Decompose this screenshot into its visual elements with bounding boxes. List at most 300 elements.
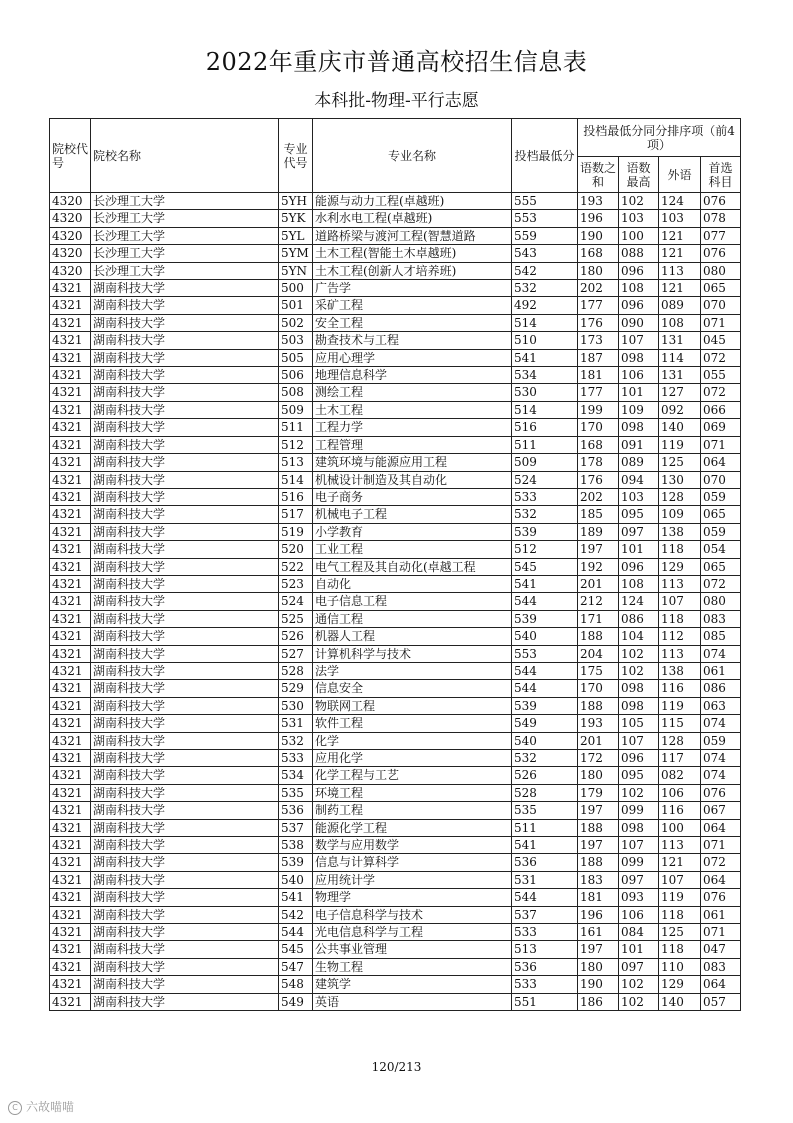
- table-row: [50, 819, 741, 836]
- table-row: [50, 889, 741, 906]
- cell-major-code: 5YN: [279, 262, 313, 279]
- cell-preferred-subject: 059: [701, 732, 741, 749]
- table-row: [50, 802, 741, 819]
- cell-major-name: 应用心理学: [313, 349, 512, 366]
- cell-min-score: 542: [512, 262, 578, 279]
- cell-school-code: 4321: [50, 454, 91, 471]
- cell-min-score: 537: [512, 906, 578, 923]
- cell-min-score: 513: [512, 941, 578, 958]
- cell-foreign-lang: 125: [659, 454, 701, 471]
- cell-school-name: 湖南科技大学: [91, 697, 279, 714]
- cell-chinese-math-max: 091: [619, 436, 659, 453]
- cell-chinese-math-sum: 170: [578, 680, 619, 697]
- table-row: [50, 314, 741, 331]
- cell-major-name: 信息与计算科学: [313, 854, 512, 871]
- table-row: [50, 558, 741, 575]
- cell-min-score: 492: [512, 297, 578, 314]
- cell-chinese-math-max: 109: [619, 401, 659, 418]
- cell-preferred-subject: 080: [701, 262, 741, 279]
- cell-chinese-math-sum: 196: [578, 906, 619, 923]
- table-row: [50, 680, 741, 697]
- cell-school-name: 湖南科技大学: [91, 523, 279, 540]
- cell-school-name: 湖南科技大学: [91, 558, 279, 575]
- cell-major-name: 光电信息科学与工程: [313, 924, 512, 941]
- cell-major-name: 化学: [313, 732, 512, 749]
- header-school-code: 院校代号: [50, 119, 91, 193]
- cell-major-name: 电子信息科学与技术: [313, 906, 512, 923]
- cell-school-name: 湖南科技大学: [91, 541, 279, 558]
- cell-foreign-lang: 121: [659, 280, 701, 297]
- cell-chinese-math-max: 090: [619, 314, 659, 331]
- cell-major-name: 工业工程: [313, 541, 512, 558]
- cell-preferred-subject: 055: [701, 367, 741, 384]
- table-row: [50, 941, 741, 958]
- cell-major-name: 建筑环境与能源应用工程: [313, 454, 512, 471]
- cell-school-code: 4321: [50, 645, 91, 662]
- cell-major-name: 物理学: [313, 889, 512, 906]
- cell-foreign-lang: 112: [659, 628, 701, 645]
- cell-preferred-subject: 065: [701, 506, 741, 523]
- cell-preferred-subject: 064: [701, 454, 741, 471]
- cell-min-score: 544: [512, 662, 578, 679]
- cell-preferred-subject: 069: [701, 419, 741, 436]
- cell-major-name: 工程力学: [313, 419, 512, 436]
- cell-major-code: 541: [279, 889, 313, 906]
- cell-school-name: 湖南科技大学: [91, 593, 279, 610]
- cell-chinese-math-max: 100: [619, 227, 659, 244]
- cell-preferred-subject: 085: [701, 628, 741, 645]
- cell-foreign-lang: 113: [659, 575, 701, 592]
- cell-major-name: 采矿工程: [313, 297, 512, 314]
- cell-major-name: 自动化: [313, 575, 512, 592]
- cell-major-code: 513: [279, 454, 313, 471]
- cell-chinese-math-max: 096: [619, 750, 659, 767]
- cell-school-name: 湖南科技大学: [91, 367, 279, 384]
- cell-major-code: 524: [279, 593, 313, 610]
- cell-major-code: 500: [279, 280, 313, 297]
- cell-school-code: 4321: [50, 367, 91, 384]
- cell-major-code: 545: [279, 941, 313, 958]
- cell-chinese-math-sum: 197: [578, 541, 619, 558]
- cell-major-name: 环境工程: [313, 784, 512, 801]
- table-row: [50, 784, 741, 801]
- cell-school-name: 湖南科技大学: [91, 802, 279, 819]
- cell-min-score: 541: [512, 349, 578, 366]
- cell-school-code: 4321: [50, 889, 91, 906]
- cell-school-name: 湖南科技大学: [91, 854, 279, 871]
- cell-school-name: 湖南科技大学: [91, 662, 279, 679]
- table-row: [50, 454, 741, 471]
- cell-chinese-math-sum: 172: [578, 750, 619, 767]
- cell-major-name: 计算机科学与技术: [313, 645, 512, 662]
- cell-foreign-lang: 100: [659, 819, 701, 836]
- table-row: [50, 332, 741, 349]
- cell-chinese-math-sum: 188: [578, 628, 619, 645]
- admission-table: [49, 118, 741, 1011]
- cell-chinese-math-sum: 175: [578, 662, 619, 679]
- cell-min-score: 544: [512, 593, 578, 610]
- cell-preferred-subject: 072: [701, 575, 741, 592]
- cell-preferred-subject: 071: [701, 924, 741, 941]
- cell-school-code: 4321: [50, 384, 91, 401]
- cell-foreign-lang: 140: [659, 993, 701, 1010]
- cell-preferred-subject: 061: [701, 662, 741, 679]
- cell-major-name: 机械电子工程: [313, 506, 512, 523]
- cell-preferred-subject: 070: [701, 471, 741, 488]
- cell-school-code: 4321: [50, 802, 91, 819]
- header-foreign-lang: 外语: [659, 157, 701, 193]
- cell-school-name: 湖南科技大学: [91, 349, 279, 366]
- cell-school-code: 4321: [50, 784, 91, 801]
- cell-major-name: 通信工程: [313, 610, 512, 627]
- cell-preferred-subject: 074: [701, 750, 741, 767]
- cell-min-score: 553: [512, 210, 578, 227]
- cell-foreign-lang: 128: [659, 732, 701, 749]
- cell-major-code: 549: [279, 993, 313, 1010]
- cell-major-code: 517: [279, 506, 313, 523]
- cell-chinese-math-max: 097: [619, 871, 659, 888]
- cell-chinese-math-sum: 204: [578, 645, 619, 662]
- table-row: [50, 541, 741, 558]
- watermark-logo-icon: C: [8, 1101, 22, 1115]
- cell-chinese-math-max: 095: [619, 767, 659, 784]
- cell-school-code: 4320: [50, 262, 91, 279]
- cell-chinese-math-max: 096: [619, 262, 659, 279]
- cell-school-name: 湖南科技大学: [91, 280, 279, 297]
- cell-school-name: 湖南科技大学: [91, 506, 279, 523]
- cell-preferred-subject: 071: [701, 837, 741, 854]
- cell-chinese-math-max: 093: [619, 889, 659, 906]
- table-row: [50, 471, 741, 488]
- cell-school-code: 4320: [50, 210, 91, 227]
- cell-school-name: 湖南科技大学: [91, 767, 279, 784]
- table-row: [50, 662, 741, 679]
- cell-preferred-subject: 066: [701, 401, 741, 418]
- cell-major-code: 519: [279, 523, 313, 540]
- cell-foreign-lang: 138: [659, 662, 701, 679]
- cell-chinese-math-max: 096: [619, 297, 659, 314]
- page-title: 2022年重庆市普通高校招生信息表: [205, 48, 588, 76]
- cell-school-name: 湖南科技大学: [91, 871, 279, 888]
- table-row: [50, 871, 741, 888]
- cell-preferred-subject: 071: [701, 314, 741, 331]
- cell-school-code: 4321: [50, 280, 91, 297]
- cell-major-code: 5YK: [279, 210, 313, 227]
- cell-school-name: 湖南科技大学: [91, 819, 279, 836]
- cell-chinese-math-sum: 202: [578, 280, 619, 297]
- cell-preferred-subject: 065: [701, 280, 741, 297]
- cell-preferred-subject: 064: [701, 819, 741, 836]
- cell-chinese-math-sum: 171: [578, 610, 619, 627]
- cell-preferred-subject: 076: [701, 245, 741, 262]
- cell-preferred-subject: 070: [701, 297, 741, 314]
- cell-school-code: 4321: [50, 837, 91, 854]
- cell-major-name: 公共事业管理: [313, 941, 512, 958]
- table-row: [50, 906, 741, 923]
- cell-major-code: 501: [279, 297, 313, 314]
- cell-school-name: 湖南科技大学: [91, 889, 279, 906]
- cell-chinese-math-max: 094: [619, 471, 659, 488]
- cell-chinese-math-max: 124: [619, 593, 659, 610]
- cell-min-score: 536: [512, 958, 578, 975]
- cell-min-score: 539: [512, 523, 578, 540]
- cell-min-score: 539: [512, 697, 578, 714]
- cell-major-code: 520: [279, 541, 313, 558]
- cell-school-name: 长沙理工大学: [91, 193, 279, 210]
- cell-min-score: 543: [512, 245, 578, 262]
- cell-foreign-lang: 129: [659, 558, 701, 575]
- table-row: [50, 628, 741, 645]
- cell-chinese-math-sum: 201: [578, 575, 619, 592]
- cell-major-code: 534: [279, 767, 313, 784]
- cell-preferred-subject: 059: [701, 488, 741, 505]
- cell-preferred-subject: 072: [701, 854, 741, 871]
- cell-major-code: 502: [279, 314, 313, 331]
- cell-min-score: 512: [512, 541, 578, 558]
- cell-major-code: 547: [279, 958, 313, 975]
- cell-school-name: 湖南科技大学: [91, 993, 279, 1010]
- cell-preferred-subject: 078: [701, 210, 741, 227]
- watermark: [8, 1098, 74, 1115]
- cell-foreign-lang: 092: [659, 401, 701, 418]
- cell-major-name: 数学与应用数学: [313, 837, 512, 854]
- cell-school-code: 4321: [50, 558, 91, 575]
- table-row: [50, 593, 741, 610]
- table-row: [50, 837, 741, 854]
- cell-min-score: 511: [512, 436, 578, 453]
- cell-chinese-math-sum: 176: [578, 314, 619, 331]
- cell-major-name: 软件工程: [313, 715, 512, 732]
- cell-foreign-lang: 124: [659, 193, 701, 210]
- cell-school-name: 湖南科技大学: [91, 384, 279, 401]
- cell-foreign-lang: 127: [659, 384, 701, 401]
- cell-preferred-subject: 072: [701, 349, 741, 366]
- cell-chinese-math-sum: 185: [578, 506, 619, 523]
- cell-chinese-math-max: 103: [619, 488, 659, 505]
- cell-chinese-math-max: 098: [619, 419, 659, 436]
- cell-major-name: 广告学: [313, 280, 512, 297]
- cell-chinese-math-max: 101: [619, 941, 659, 958]
- cell-school-name: 长沙理工大学: [91, 227, 279, 244]
- cell-foreign-lang: 117: [659, 750, 701, 767]
- cell-school-name: 湖南科技大学: [91, 924, 279, 941]
- cell-min-score: 511: [512, 819, 578, 836]
- cell-min-score: 516: [512, 419, 578, 436]
- cell-foreign-lang: 129: [659, 976, 701, 993]
- cell-preferred-subject: 054: [701, 541, 741, 558]
- cell-chinese-math-max: 102: [619, 993, 659, 1010]
- cell-chinese-math-max: 095: [619, 506, 659, 523]
- cell-preferred-subject: 083: [701, 958, 741, 975]
- cell-preferred-subject: 047: [701, 941, 741, 958]
- cell-chinese-math-sum: 188: [578, 819, 619, 836]
- cell-chinese-math-sum: 189: [578, 523, 619, 540]
- cell-major-code: 530: [279, 697, 313, 714]
- cell-foreign-lang: 113: [659, 837, 701, 854]
- cell-preferred-subject: 059: [701, 523, 741, 540]
- cell-chinese-math-max: 107: [619, 732, 659, 749]
- cell-chinese-math-max: 107: [619, 332, 659, 349]
- cell-major-code: 525: [279, 610, 313, 627]
- cell-major-code: 531: [279, 715, 313, 732]
- cell-chinese-math-max: 096: [619, 558, 659, 575]
- cell-min-score: 544: [512, 680, 578, 697]
- header-preferred-subject: 首选科目: [701, 157, 741, 193]
- table-row: [50, 401, 741, 418]
- cell-school-code: 4321: [50, 314, 91, 331]
- cell-chinese-math-max: 101: [619, 384, 659, 401]
- cell-school-code: 4321: [50, 436, 91, 453]
- cell-min-score: 510: [512, 332, 578, 349]
- cell-min-score: 532: [512, 750, 578, 767]
- cell-school-code: 4321: [50, 906, 91, 923]
- header-school-name: 院校名称: [91, 119, 279, 193]
- cell-chinese-math-sum: 180: [578, 958, 619, 975]
- cell-chinese-math-sum: 192: [578, 558, 619, 575]
- cell-chinese-math-sum: 212: [578, 593, 619, 610]
- cell-school-code: 4321: [50, 662, 91, 679]
- cell-school-name: 湖南科技大学: [91, 715, 279, 732]
- cell-major-code: 523: [279, 575, 313, 592]
- cell-school-code: 4321: [50, 593, 91, 610]
- cell-preferred-subject: 065: [701, 558, 741, 575]
- cell-school-code: 4321: [50, 697, 91, 714]
- cell-min-score: 530: [512, 384, 578, 401]
- cell-school-code: 4321: [50, 488, 91, 505]
- cell-school-code: 4320: [50, 193, 91, 210]
- cell-school-name: 湖南科技大学: [91, 837, 279, 854]
- cell-school-name: 湖南科技大学: [91, 784, 279, 801]
- cell-major-code: 536: [279, 802, 313, 819]
- cell-school-name: 湖南科技大学: [91, 610, 279, 627]
- cell-chinese-math-max: 102: [619, 662, 659, 679]
- cell-chinese-math-sum: 190: [578, 976, 619, 993]
- cell-chinese-math-max: 089: [619, 454, 659, 471]
- cell-major-name: 道路桥梁与渡河工程(智慧道路: [313, 227, 512, 244]
- cell-min-score: 533: [512, 976, 578, 993]
- cell-school-name: 湖南科技大学: [91, 680, 279, 697]
- cell-school-code: 4321: [50, 941, 91, 958]
- cell-preferred-subject: 071: [701, 436, 741, 453]
- cell-school-code: 4321: [50, 976, 91, 993]
- cell-min-score: 526: [512, 767, 578, 784]
- cell-foreign-lang: 082: [659, 767, 701, 784]
- cell-chinese-math-sum: 190: [578, 227, 619, 244]
- cell-chinese-math-max: 102: [619, 645, 659, 662]
- cell-school-code: 4321: [50, 871, 91, 888]
- cell-major-name: 地理信息科学: [313, 367, 512, 384]
- cell-chinese-math-max: 108: [619, 575, 659, 592]
- cell-min-score: 559: [512, 227, 578, 244]
- cell-chinese-math-max: 106: [619, 367, 659, 384]
- cell-major-name: 土木工程: [313, 401, 512, 418]
- cell-major-name: 生物工程: [313, 958, 512, 975]
- cell-school-code: 4321: [50, 854, 91, 871]
- cell-chinese-math-sum: 176: [578, 471, 619, 488]
- cell-chinese-math-sum: 187: [578, 349, 619, 366]
- cell-chinese-math-max: 097: [619, 523, 659, 540]
- header-major-code: 专业代号: [279, 119, 313, 193]
- cell-min-score: 553: [512, 645, 578, 662]
- cell-min-score: 534: [512, 367, 578, 384]
- page-subtitle: 本科批-物理-平行志愿: [314, 91, 479, 111]
- table-row: [50, 750, 741, 767]
- cell-school-code: 4321: [50, 767, 91, 784]
- cell-chinese-math-sum: 181: [578, 889, 619, 906]
- cell-major-code: 511: [279, 419, 313, 436]
- cell-major-code: 528: [279, 662, 313, 679]
- cell-chinese-math-sum: 197: [578, 837, 619, 854]
- cell-major-name: 建筑学: [313, 976, 512, 993]
- cell-min-score: 531: [512, 871, 578, 888]
- cell-major-name: 安全工程: [313, 314, 512, 331]
- cell-foreign-lang: 116: [659, 802, 701, 819]
- cell-min-score: 549: [512, 715, 578, 732]
- cell-chinese-math-max: 099: [619, 854, 659, 871]
- cell-chinese-math-max: 106: [619, 906, 659, 923]
- cell-major-code: 548: [279, 976, 313, 993]
- cell-chinese-math-sum: 168: [578, 245, 619, 262]
- cell-major-code: 5YM: [279, 245, 313, 262]
- cell-preferred-subject: 086: [701, 680, 741, 697]
- cell-chinese-math-max: 104: [619, 628, 659, 645]
- cell-school-code: 4321: [50, 819, 91, 836]
- cell-min-score: 528: [512, 784, 578, 801]
- table-row: [50, 575, 741, 592]
- cell-school-code: 4320: [50, 227, 91, 244]
- table-row: [50, 976, 741, 993]
- cell-chinese-math-max: 105: [619, 715, 659, 732]
- cell-preferred-subject: 063: [701, 697, 741, 714]
- cell-preferred-subject: 076: [701, 784, 741, 801]
- cell-foreign-lang: 109: [659, 506, 701, 523]
- cell-major-name: 机械设计制造及其自动化: [313, 471, 512, 488]
- cell-foreign-lang: 131: [659, 367, 701, 384]
- cell-min-score: 514: [512, 401, 578, 418]
- cell-foreign-lang: 107: [659, 871, 701, 888]
- header-chinese-math-max: 语数最高: [619, 157, 659, 193]
- cell-school-name: 湖南科技大学: [91, 419, 279, 436]
- table-row: [50, 697, 741, 714]
- cell-chinese-math-sum: 188: [578, 697, 619, 714]
- cell-preferred-subject: 076: [701, 193, 741, 210]
- cell-major-code: 542: [279, 906, 313, 923]
- cell-major-code: 544: [279, 924, 313, 941]
- cell-chinese-math-max: 084: [619, 924, 659, 941]
- table-row: [50, 854, 741, 871]
- cell-major-code: 516: [279, 488, 313, 505]
- cell-chinese-math-sum: 179: [578, 784, 619, 801]
- cell-major-code: 5YH: [279, 193, 313, 210]
- table-row: [50, 645, 741, 662]
- cell-major-code: 540: [279, 871, 313, 888]
- cell-major-name: 能源与动力工程(卓越班): [313, 193, 512, 210]
- cell-school-code: 4321: [50, 993, 91, 1010]
- cell-chinese-math-sum: 161: [578, 924, 619, 941]
- cell-major-name: 物联网工程: [313, 697, 512, 714]
- cell-major-code: 503: [279, 332, 313, 349]
- cell-chinese-math-sum: 180: [578, 262, 619, 279]
- cell-school-name: 湖南科技大学: [91, 958, 279, 975]
- table-row: [50, 523, 741, 540]
- cell-school-code: 4320: [50, 245, 91, 262]
- cell-major-code: 533: [279, 750, 313, 767]
- cell-foreign-lang: 107: [659, 593, 701, 610]
- cell-preferred-subject: 045: [701, 332, 741, 349]
- cell-min-score: 541: [512, 575, 578, 592]
- cell-preferred-subject: 077: [701, 227, 741, 244]
- cell-major-code: 5YL: [279, 227, 313, 244]
